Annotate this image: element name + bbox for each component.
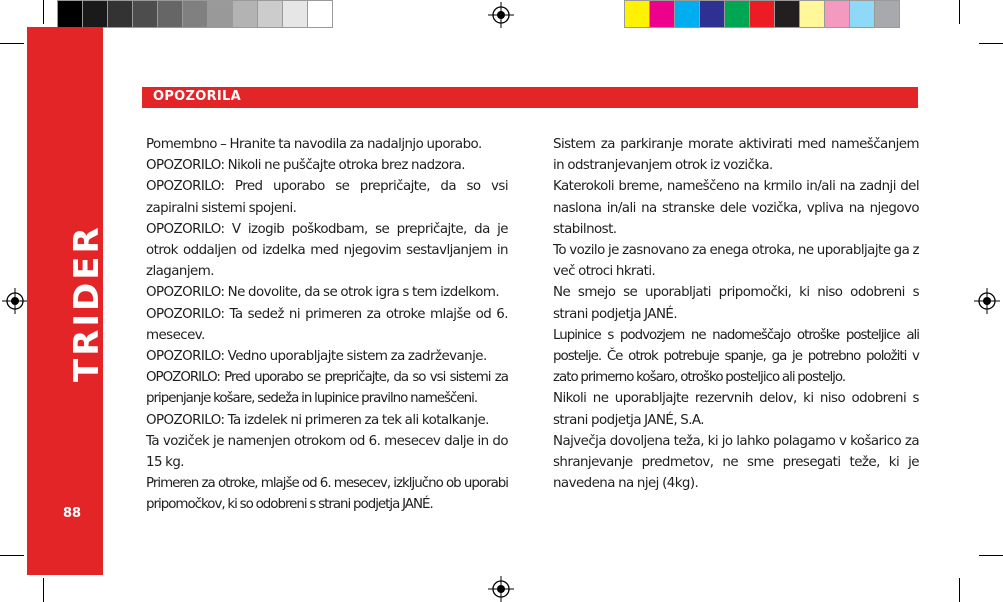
color-swatch [874, 0, 900, 28]
color-swatch [307, 0, 333, 28]
paragraph: To vozilo je zasnovano za enega otroka, ne uporabljajte ga z več otroci hkrati. [553, 243, 919, 280]
paragraph: OPOZORILO: Vedno uporabljajte sistem za zadrževanje. [146, 349, 487, 365]
crop-mark [979, 43, 1003, 44]
paragraph: OPOZORILO: Pred uporabo se prepričajte, da so vsi sistemi za pripenjanje košare, sedeža in lupinice pravilno nameščeni. [146, 370, 508, 407]
color-swatch [699, 0, 725, 28]
color-swatch [207, 0, 233, 28]
color-swatch [182, 0, 208, 28]
left-text-column [146, 134, 508, 516]
brand-title: TRIDER [67, 224, 107, 382]
crop-mark [43, 578, 44, 602]
color-swatch [57, 0, 83, 28]
color-swatch [624, 0, 650, 28]
paragraph: Lupinice s podvozjem ne nadomeščajo otroške posteljice ali postelje. Če otrok potrebuje spanje, ga je potrebno položiti v zato primerno košaro, otroško posteljico ali posteljo. [553, 327, 919, 386]
crop-mark [0, 555, 24, 556]
color-swatch [82, 0, 108, 28]
page-number: 88 [63, 506, 82, 521]
registration-mark-icon [488, 576, 514, 602]
color-swatch [774, 0, 800, 28]
crop-mark [43, 0, 44, 24]
paragraph: Primeren za otroke, mlajše od 6. mesecev, izključno ob uporabi pripomočkov, ki so odobreni s strani podjetja JANÉ. [146, 476, 508, 513]
paragraph: Sistem za parkiranje morate aktivirati med nameščanjem in odstranjevanjem otrok iz vozička. [553, 137, 919, 174]
crop-mark [0, 43, 24, 44]
paragraph: OPOZORILO: V izogib poškodbam, se prepričajte, da je otrok oddaljen od izdelka med njegovim sestavljanjem in zlaganjem. [146, 221, 508, 280]
color-swatch [724, 0, 750, 28]
paragraph: Katerokoli breme, nameščeno na krmilo in/ali na zadnji del naslona in/ali na stranske dele vozička, vpliva na njegovo stabilnost. [553, 179, 919, 237]
crop-mark [959, 0, 960, 24]
paragraph: OPOZORILO: Pred uporabo se prepričajte, da so vsi zapiralni sistemi spojeni. [146, 179, 508, 216]
paragraph: OPOZORILO: Ne dovolite, da se otrok igra s tem izdelkom. [146, 285, 500, 301]
crop-mark [979, 555, 1003, 556]
process-color-swatch-bar [624, 0, 899, 32]
paragraph: Nikoli ne uporabljajte rezervnih delov, ki niso odobreni s strani podjetja JANÉ, S.A. [553, 391, 919, 428]
paragraph: Pomembno – Hranite ta navodila za nadaljnjo uporabo. [146, 137, 482, 152]
paragraph: OPOZORILO: Ta sedež ni primeren za otroke mlajše od 6. mesecev. [146, 306, 508, 343]
color-swatch [257, 0, 283, 28]
paragraph: Največja dovoljena teža, ki jo lahko polagamo v košarico za shranjevanje predmetov, ne sme presegati teže, ki je navedena na njej (4kg). [553, 433, 919, 492]
color-swatch [157, 0, 183, 28]
color-swatch [282, 0, 308, 28]
color-swatch [849, 0, 875, 28]
color-swatch [824, 0, 850, 28]
color-swatch [649, 0, 675, 28]
registration-mark-icon [488, 2, 514, 28]
color-swatch [132, 0, 158, 28]
section-header [142, 87, 918, 108]
registration-mark-icon [2, 288, 28, 314]
paragraph: Ne smejo se uporabljati pripomočki, ki niso odobreni s strani podjetja JANÉ. [553, 285, 919, 322]
section-title: OPOZORILA [153, 89, 241, 104]
paragraph: OPOZORILO: Ta izdelek ni primeren za tek ali kotalkanje. [146, 412, 489, 428]
color-swatch [232, 0, 258, 28]
paragraph: Ta voziček je namenjen otrokom od 6. mesecev dalje in do 15 kg. [146, 433, 508, 471]
color-swatch [799, 0, 825, 28]
paragraph: OPOZORILO: Nikoli ne puščajte otroka brez nadzora. [146, 158, 466, 174]
color-swatch [749, 0, 775, 28]
color-swatch [674, 0, 700, 28]
right-text-column [553, 134, 919, 494]
crop-mark [959, 578, 960, 602]
registration-mark-icon [974, 288, 1000, 314]
color-swatch [107, 0, 133, 28]
